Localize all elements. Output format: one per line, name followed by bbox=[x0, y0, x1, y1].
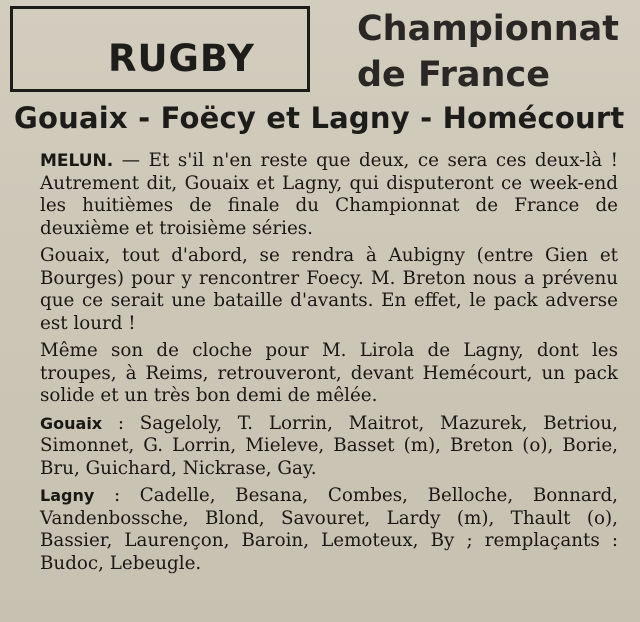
team-name-lagny: Lagny bbox=[40, 486, 95, 505]
lagny-lineup bbox=[40, 485, 618, 575]
gouaix-players: : Sageloly, T. Lorrin, Maitrot, Mazurek, Betriou, Simonnet, G. Lorrin, Mieleve, Basset (m), Breton (o), Borie, Bru, Guichard, Nickrase, Gay. bbox=[40, 412, 618, 479]
kicker-line-2: de France bbox=[357, 55, 550, 95]
paragraph-1-text: — Et s'il n'en reste que deux, ce sera ces deux-là ! Autrement dit, Gouaix et Lagny, qui disputeront ce week-end les huitièmes de finale du Championnat de France de deuxième et troisième séries. bbox=[40, 150, 618, 239]
lagny-players: : Cadelle, Besana, Combes, Belloche, Bonnard, Vandenbossche, Blond, Savouret, Lardy (m), Thault (o), Bassier, Laurençon, Baroin, Lemoteux, By ; remplaçants : Budoc, Lebeugle. bbox=[40, 485, 618, 574]
paragraph-3: Même son de cloche pour M. Lirola de Lagny, dont les troupes, à Reims, retrouveront, devant Hemécourt, un pack solide et un très bon demi de mêlée. bbox=[40, 340, 618, 406]
dateline: MELUN. bbox=[40, 151, 114, 171]
gouaix-lineup bbox=[40, 413, 618, 481]
paragraph-1 bbox=[40, 150, 618, 240]
paragraph-2: Gouaix, tout d'abord, se rendra à Aubigny (entre Gien et Bourges) pour y rencontrer Foecy. M. Breton nous a prévenu que ce serait une bataille d'avants. En effet, le pack adverse est lourd ! bbox=[40, 245, 618, 334]
kicker bbox=[357, 6, 619, 98]
team-name-gouaix: Gouaix bbox=[40, 413, 103, 433]
headline: Gouaix - Foëcy et Lagny - Homécourt bbox=[14, 101, 625, 135]
section-label-box bbox=[10, 6, 310, 92]
article-body bbox=[40, 150, 618, 580]
kicker-line-1: Championnat bbox=[357, 9, 619, 49]
section-label: RUGBY bbox=[108, 37, 255, 80]
